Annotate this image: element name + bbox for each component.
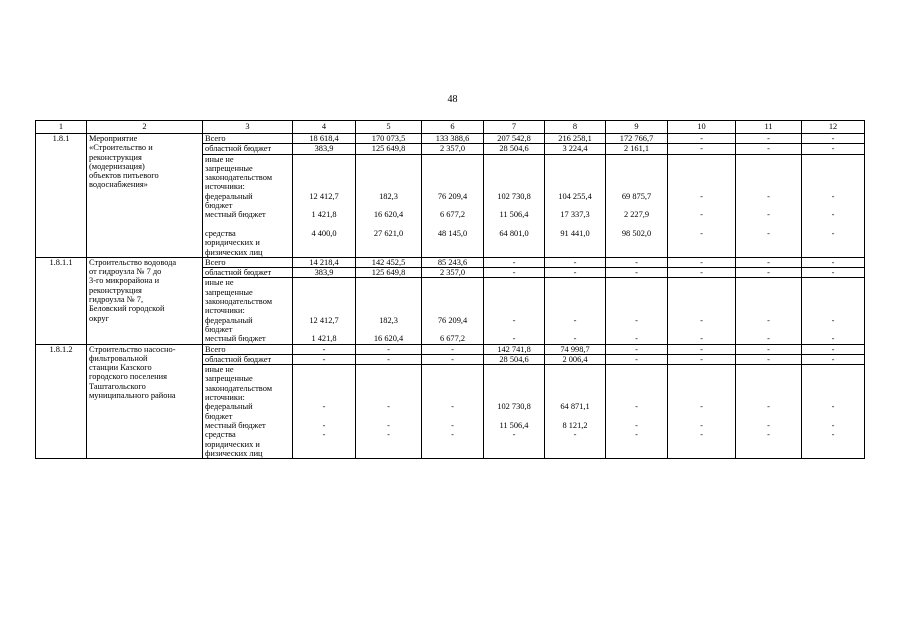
- federal-budget-value: 182,3: [379, 191, 398, 201]
- federal-budget-value: 12 412,7: [309, 315, 339, 325]
- other-sources-values: [484, 365, 545, 459]
- other-sources-values: [736, 154, 802, 257]
- item-name-line: гидроузла № 7,: [89, 295, 144, 305]
- regional-budget-value: -: [484, 268, 545, 278]
- federal-budget-value: 76 209,4: [437, 191, 468, 201]
- legal-funds-label: средства: [205, 430, 236, 440]
- local-budget-value: -: [831, 334, 835, 344]
- other-sources-values: [606, 365, 668, 459]
- legal-funds-label: средства: [205, 228, 236, 238]
- federal-budget-label: федеральный: [205, 315, 253, 325]
- local-budget-value: -: [767, 420, 770, 430]
- item-name-line: от гидроузла № 7 до: [89, 267, 162, 277]
- local-budget-label: местный бюджет: [205, 334, 266, 344]
- total-value: 172 766,7: [606, 134, 668, 144]
- total-value: 18 618,4: [293, 134, 356, 144]
- legal-funds-label: юридических и: [205, 238, 260, 248]
- other-sources-values: [802, 365, 865, 459]
- total-value: 133 388,6: [422, 134, 484, 144]
- column-number-header: 10: [668, 121, 736, 134]
- item-name-line: городского поселения: [89, 372, 167, 382]
- item-name-line: Таштагольского: [89, 381, 146, 391]
- federal-budget-value: 69 875,7: [621, 191, 652, 201]
- local-budget-value: -: [512, 334, 516, 344]
- header-row: [36, 121, 865, 134]
- source-label: Всего: [203, 344, 293, 354]
- other-sources-label-line: иные не: [205, 278, 234, 288]
- local-budget-value: 1 421,8: [311, 210, 337, 220]
- item-name-line: 3-го микрорайона и: [89, 276, 160, 286]
- total-value: -: [606, 257, 668, 267]
- other-sources-values: [422, 365, 484, 459]
- item-name-line: Беловский городской: [89, 304, 165, 314]
- local-budget-value: -: [322, 420, 326, 430]
- other-sources-values: [356, 154, 422, 257]
- regional-budget-value: 2 006,4: [545, 354, 606, 364]
- legal-funds-value: 48 145,0: [437, 228, 468, 238]
- column-number-header: 11: [736, 121, 802, 134]
- column-number-header: 9: [606, 121, 668, 134]
- column-number-header: 6: [422, 121, 484, 134]
- total-row: [36, 257, 865, 267]
- other-sources-values: [356, 365, 422, 459]
- legal-funds-value: -: [322, 430, 326, 440]
- federal-budget-value: -: [700, 402, 703, 412]
- other-sources-label-line: источники:: [205, 393, 245, 403]
- total-value: 74 998,7: [545, 344, 606, 354]
- item-name-line: Строительство насосно-: [89, 344, 176, 354]
- local-budget-value: 6 677,2: [439, 334, 466, 344]
- column-number-header: 8: [545, 121, 606, 134]
- local-budget-value: -: [573, 334, 577, 344]
- federal-budget-value: 104 255,4: [558, 191, 592, 201]
- local-budget-value: -: [700, 420, 703, 430]
- legal-funds-value: 27 621,0: [373, 228, 404, 238]
- item-name: [87, 257, 203, 344]
- legal-funds-value: -: [512, 430, 516, 440]
- regional-budget-value: -: [356, 354, 422, 364]
- federal-budget-label: бюджет: [205, 324, 233, 334]
- legal-funds-value: 91 441,0: [560, 228, 590, 238]
- local-budget-value: 17 337,3: [560, 210, 590, 220]
- regional-budget-value: -: [422, 354, 484, 364]
- regional-budget-value: 125 649,8: [356, 268, 422, 278]
- local-budget-value: -: [831, 420, 835, 430]
- column-number-header: 4: [293, 121, 356, 134]
- item-name-line: фильтровальной: [89, 353, 148, 363]
- regional-budget-value: 383,9: [293, 144, 356, 154]
- legal-funds-value: -: [767, 430, 770, 440]
- federal-budget-value: -: [635, 402, 638, 412]
- other-sources-label: [203, 365, 293, 459]
- local-budget-value: -: [700, 210, 703, 220]
- other-sources-values: [293, 154, 356, 257]
- federal-budget-value: -: [767, 315, 770, 325]
- source-label: областной бюджет: [203, 144, 293, 154]
- column-number-header: 5: [356, 121, 422, 134]
- federal-budget-value: -: [700, 315, 703, 325]
- total-value: -: [356, 344, 422, 354]
- local-budget-value: 11 506,4: [499, 210, 529, 220]
- source-label: областной бюджет: [203, 268, 293, 278]
- total-value: -: [293, 344, 356, 354]
- local-budget-value: 8 121,2: [562, 420, 588, 430]
- local-budget-value: -: [767, 210, 770, 220]
- regional-budget-value: 28 504,6: [484, 354, 545, 364]
- total-value: -: [736, 344, 802, 354]
- item-name-line: водоснабжения»: [89, 180, 148, 190]
- federal-budget-value: -: [451, 402, 454, 412]
- total-value: -: [802, 344, 865, 354]
- federal-budget-label: федеральный: [205, 402, 253, 412]
- column-number-header: 2: [87, 121, 203, 134]
- item-name-line: округ: [89, 313, 109, 323]
- regional-budget-value: -: [736, 144, 802, 154]
- legal-funds-value: -: [700, 430, 703, 440]
- funding-table: [35, 120, 865, 459]
- federal-budget-value: -: [767, 191, 770, 201]
- other-sources-label-line: источники:: [205, 306, 245, 316]
- item-name-line: станции Казского: [89, 363, 152, 373]
- other-sources-label-line: законодательством: [205, 297, 273, 307]
- total-value: -: [484, 257, 545, 267]
- total-value: -: [606, 344, 668, 354]
- other-sources-values: [736, 365, 802, 459]
- regional-budget-value: 2 357,0: [422, 268, 484, 278]
- other-sources-values: [668, 365, 736, 459]
- item-name-line: (модернизация): [89, 161, 145, 171]
- column-number-header: 3: [203, 121, 293, 134]
- legal-funds-label: юридических и: [205, 439, 260, 449]
- federal-budget-value: 102 730,8: [497, 402, 531, 412]
- total-value: 207 542,8: [484, 134, 545, 144]
- legal-funds-value: -: [831, 228, 835, 238]
- federal-budget-value: -: [512, 315, 516, 325]
- other-sources-values: [545, 278, 606, 344]
- legal-funds-label: физических лиц: [205, 448, 263, 458]
- legal-funds-value: -: [573, 430, 577, 440]
- legal-funds-label: физических лиц: [205, 247, 263, 257]
- local-budget-label: местный бюджет: [205, 210, 266, 220]
- regional-budget-value: -: [802, 144, 865, 154]
- other-sources-label: [203, 278, 293, 344]
- total-value: -: [668, 257, 736, 267]
- total-value: -: [668, 344, 736, 354]
- regional-budget-value: -: [736, 268, 802, 278]
- legal-funds-value: 4 400,0: [311, 228, 337, 238]
- federal-budget-value: -: [635, 315, 638, 325]
- federal-budget-value: -: [573, 315, 577, 325]
- federal-budget-value: 102 730,8: [497, 191, 531, 201]
- federal-budget-value: -: [700, 191, 703, 201]
- regional-budget-value: 125 649,8: [356, 144, 422, 154]
- total-value: 142 741,8: [484, 344, 545, 354]
- total-value: 170 073,5: [356, 134, 422, 144]
- local-budget-value: 16 620,4: [373, 334, 404, 344]
- other-sources-values: [606, 154, 668, 257]
- local-budget-value: -: [451, 420, 454, 430]
- local-budget-value: -: [387, 420, 390, 430]
- federal-budget-value: 76 209,4: [437, 315, 468, 325]
- other-sources-label-line: иные не: [205, 365, 234, 375]
- federal-budget-value: 64 871,1: [560, 402, 590, 412]
- local-budget-value: -: [767, 334, 770, 344]
- total-row: [36, 134, 865, 144]
- legal-funds-value: -: [700, 228, 703, 238]
- item-name-line: реконструкция: [89, 152, 142, 162]
- other-sources-values: [802, 154, 865, 257]
- federal-budget-value: -: [831, 315, 835, 325]
- other-sources-values: [736, 278, 802, 344]
- item-code: 1.8.1.2: [36, 344, 87, 459]
- federal-budget-value: -: [831, 402, 835, 412]
- regional-budget-value: 28 504,6: [484, 144, 545, 154]
- total-value: -: [545, 257, 606, 267]
- item-name-line: объектов питьевого: [89, 171, 159, 181]
- item-name-line: «Строительство и: [89, 143, 153, 153]
- other-sources-label-line: законодательством: [205, 383, 273, 393]
- regional-budget-value: -: [802, 268, 865, 278]
- local-budget-value: -: [700, 334, 703, 344]
- total-value: -: [802, 134, 865, 144]
- other-sources-values: [545, 154, 606, 257]
- source-label: областной бюджет: [203, 354, 293, 364]
- federal-budget-label: бюджет: [205, 411, 233, 421]
- total-value: 14 218,4: [293, 257, 356, 267]
- regional-budget-value: -: [736, 354, 802, 364]
- federal-budget-value: -: [387, 402, 390, 412]
- regional-budget-value: -: [545, 268, 606, 278]
- item-name: [87, 344, 203, 459]
- item-name-line: Строительство водовода: [89, 257, 177, 267]
- item-name-line: муниципального района: [89, 391, 176, 401]
- total-value: 142 452,5: [356, 257, 422, 267]
- local-budget-value: -: [635, 420, 638, 430]
- other-sources-values: [668, 278, 736, 344]
- regional-budget-value: -: [606, 354, 668, 364]
- other-sources-values: [293, 278, 356, 344]
- other-sources-label-line: законодательством: [205, 173, 273, 183]
- page-number: 48: [447, 94, 458, 105]
- item-code: 1.8.1.1: [36, 257, 87, 344]
- source-label: Всего: [203, 134, 293, 144]
- local-budget-value: 6 677,2: [439, 210, 466, 220]
- regional-budget-value: -: [293, 354, 356, 364]
- item-name: [87, 134, 203, 258]
- other-sources-values: [668, 154, 736, 257]
- federal-budget-value: -: [831, 191, 835, 201]
- total-value: 85 243,6: [422, 257, 484, 267]
- other-sources-values: [356, 278, 422, 344]
- federal-budget-value: 12 412,7: [309, 191, 339, 201]
- legal-funds-value: -: [831, 430, 835, 440]
- other-sources-values: [545, 365, 606, 459]
- other-sources-label-line: запрещенные: [205, 287, 253, 297]
- other-sources-label-line: запрещенные: [205, 374, 253, 384]
- legal-funds-value: -: [387, 430, 390, 440]
- legal-funds-value: -: [635, 430, 638, 440]
- regional-budget-value: -: [668, 144, 736, 154]
- local-budget-value: 16 620,4: [373, 210, 404, 220]
- federal-budget-value: 182,3: [379, 315, 398, 325]
- other-sources-label-line: иные не: [205, 154, 234, 164]
- source-label: Всего: [203, 257, 293, 267]
- legal-funds-value: 64 801,0: [499, 228, 529, 238]
- regional-budget-value: -: [606, 268, 668, 278]
- other-sources-values: [484, 154, 545, 257]
- other-sources-values: [802, 278, 865, 344]
- item-name-line: Мероприятие: [89, 134, 138, 143]
- regional-budget-value: -: [668, 268, 736, 278]
- local-budget-value: -: [831, 210, 835, 220]
- local-budget-label: местный бюджет: [205, 420, 266, 430]
- federal-budget-label: федеральный: [205, 191, 253, 201]
- regional-budget-value: 383,9: [293, 268, 356, 278]
- total-value: -: [422, 344, 484, 354]
- total-value: -: [736, 257, 802, 267]
- local-budget-value: 11 506,4: [499, 420, 529, 430]
- other-sources-values: [422, 154, 484, 257]
- item-name-line: реконструкция: [89, 285, 142, 295]
- legal-funds-value: -: [767, 228, 770, 238]
- federal-budget-value: -: [767, 402, 770, 412]
- item-code: 1.8.1: [36, 134, 87, 258]
- local-budget-value: 1 421,8: [311, 334, 337, 344]
- legal-funds-value: 98 502,0: [621, 228, 652, 238]
- regional-budget-value: 2 161,1: [606, 144, 668, 154]
- regional-budget-value: 2 357,0: [422, 144, 484, 154]
- federal-budget-value: -: [322, 402, 326, 412]
- other-sources-label-line: источники:: [205, 182, 245, 192]
- total-value: 216 258,1: [545, 134, 606, 144]
- total-value: -: [668, 134, 736, 144]
- local-budget-value: 2 227,9: [623, 210, 650, 220]
- column-number-header: 7: [484, 121, 545, 134]
- other-sources-values: [606, 278, 668, 344]
- federal-budget-label: бюджет: [205, 201, 233, 211]
- total-value: -: [736, 134, 802, 144]
- regional-budget-value: 3 224,4: [545, 144, 606, 154]
- column-number-header: 12: [802, 121, 865, 134]
- other-sources-values: [422, 278, 484, 344]
- total-value: -: [802, 257, 865, 267]
- regional-budget-value: -: [802, 354, 865, 364]
- other-sources-label-line: запрещенные: [205, 163, 253, 173]
- column-number-header: 1: [36, 121, 87, 134]
- other-sources-values: [484, 278, 545, 344]
- total-row: [36, 344, 865, 354]
- other-sources-values: [293, 365, 356, 459]
- regional-budget-value: -: [668, 354, 736, 364]
- local-budget-value: -: [635, 334, 638, 344]
- other-sources-label: [203, 154, 293, 257]
- legal-funds-value: -: [451, 430, 454, 440]
